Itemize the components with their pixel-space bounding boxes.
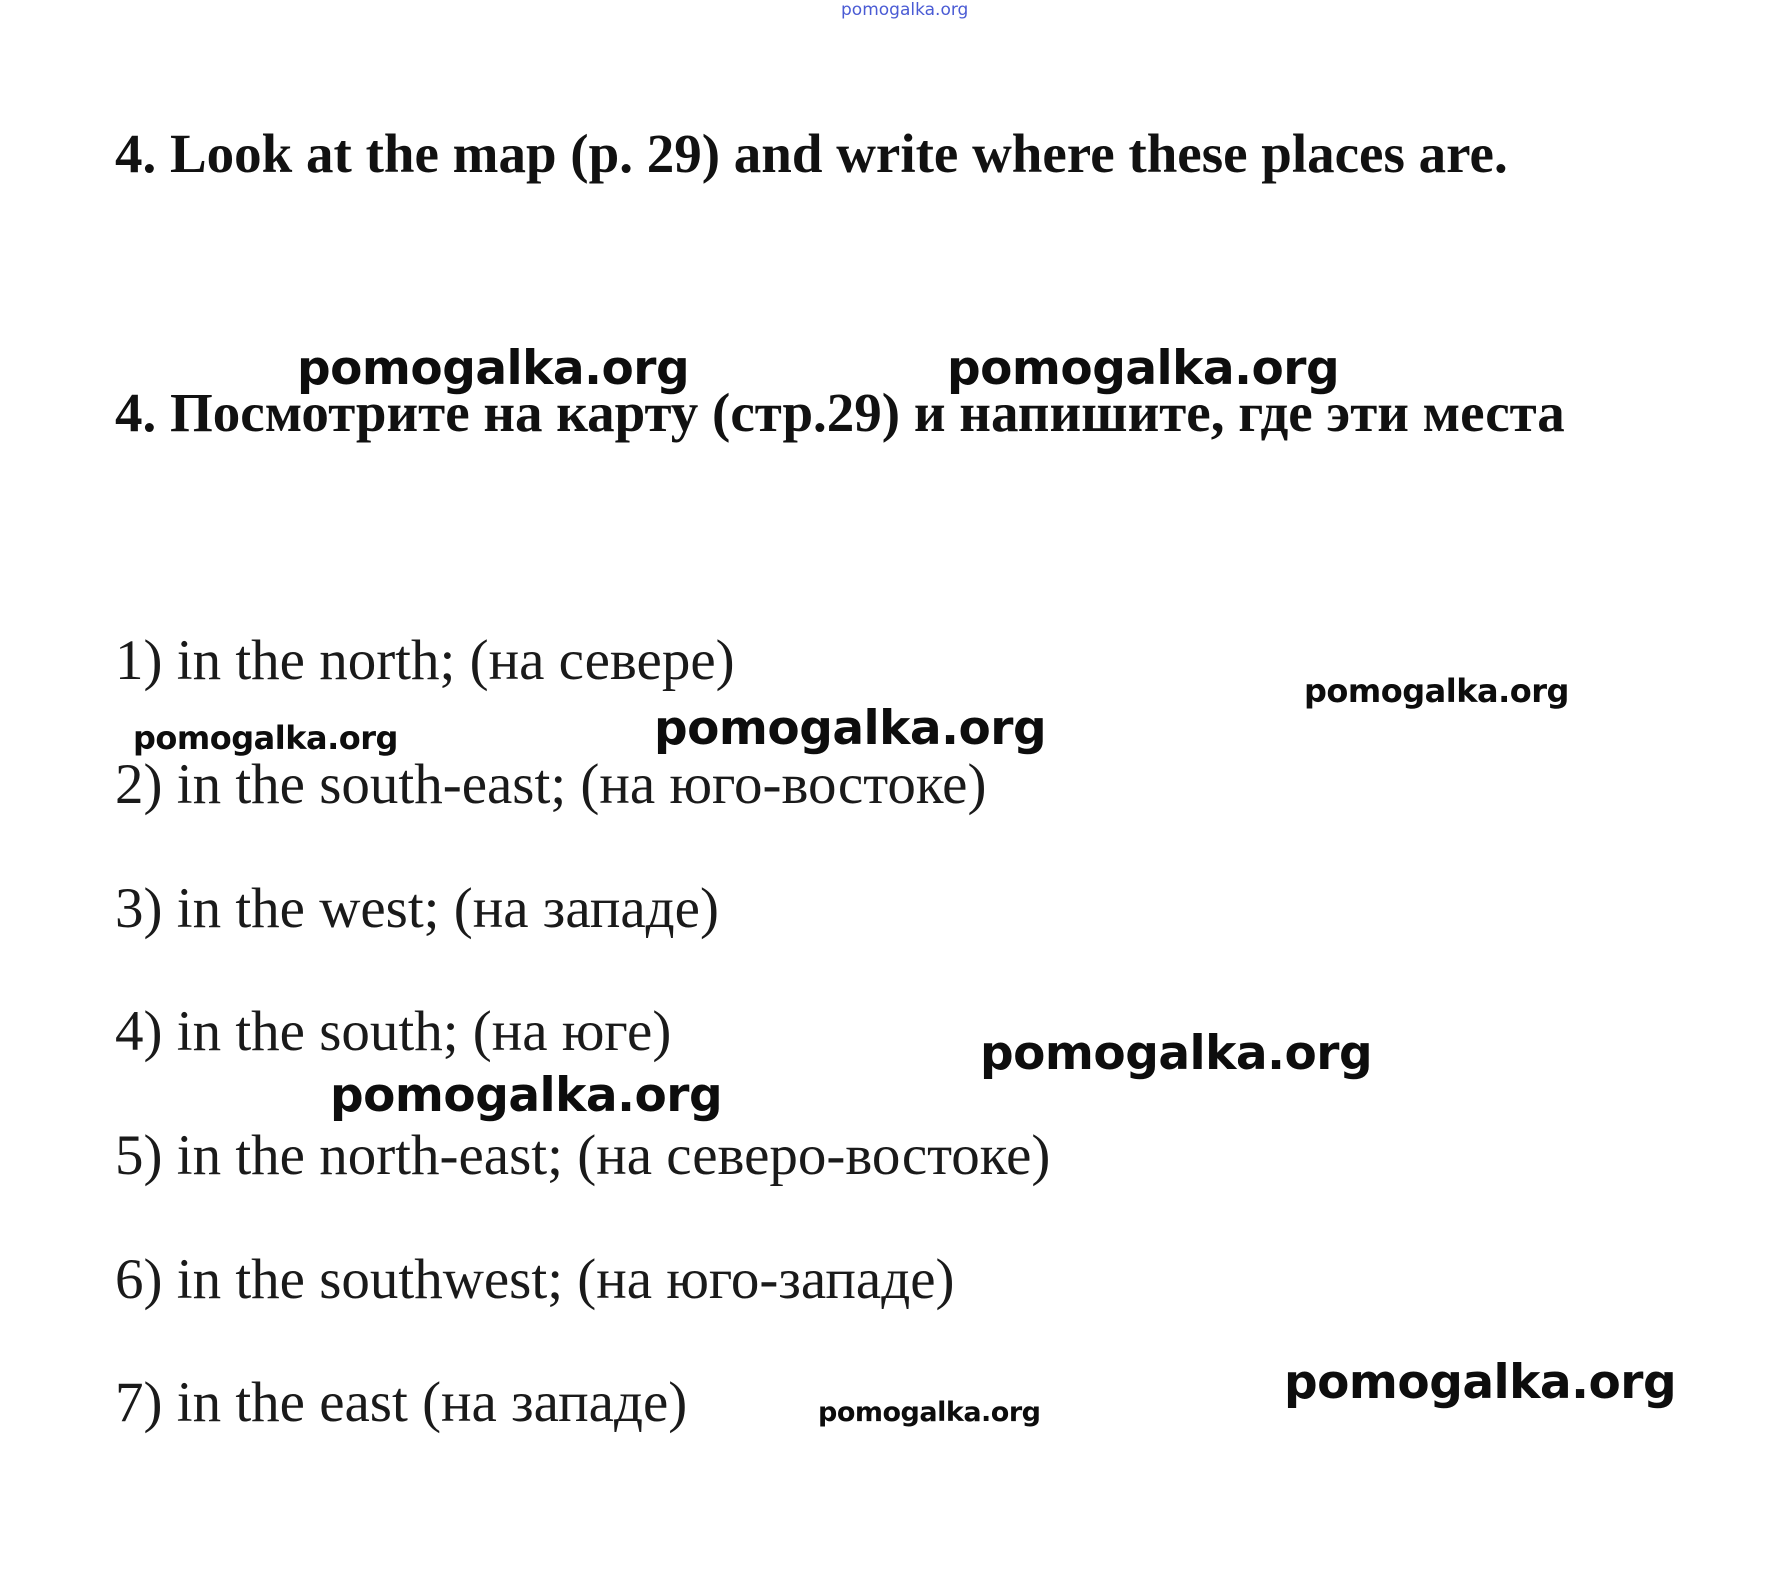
answer-item-6: 6) in the southwest; (на юго-западе): [115, 1248, 955, 1311]
answer-item-2: 2) in the south-east; (на юго-востоке): [115, 753, 987, 816]
watermark: pomogalka.org: [654, 701, 1047, 756]
answer-item-3: 3) in the west; (на западе): [115, 877, 719, 940]
exercise-heading-english: 4. Look at the map (p. 29) and write where these places are.: [115, 123, 1508, 184]
watermark: pomogalka.org: [133, 719, 398, 757]
watermark: pomogalka.org: [330, 1068, 723, 1123]
answer-item-4: 4) in the south; (на юге): [115, 1000, 672, 1063]
watermark: pomogalka.org: [980, 1026, 1373, 1081]
watermark: pomogalka.org: [818, 1397, 1041, 1428]
site-link[interactable]: pomogalka.org: [841, 0, 969, 20]
answer-item-7: 7) in the east (на западе): [115, 1371, 688, 1434]
watermark: pomogalka.org: [947, 341, 1340, 396]
watermark: pomogalka.org: [297, 341, 690, 396]
answer-item-5: 5) in the north-east; (на северо-востоке): [115, 1124, 1051, 1187]
watermark: pomogalka.org: [1304, 672, 1569, 710]
answer-item-1: 1) in the north; (на севере): [115, 629, 735, 692]
watermark: pomogalka.org: [1284, 1355, 1677, 1410]
exercise-heading-russian: 4. Посмотрите на карту (стр.29) и напишите, где эти места: [115, 382, 1565, 443]
